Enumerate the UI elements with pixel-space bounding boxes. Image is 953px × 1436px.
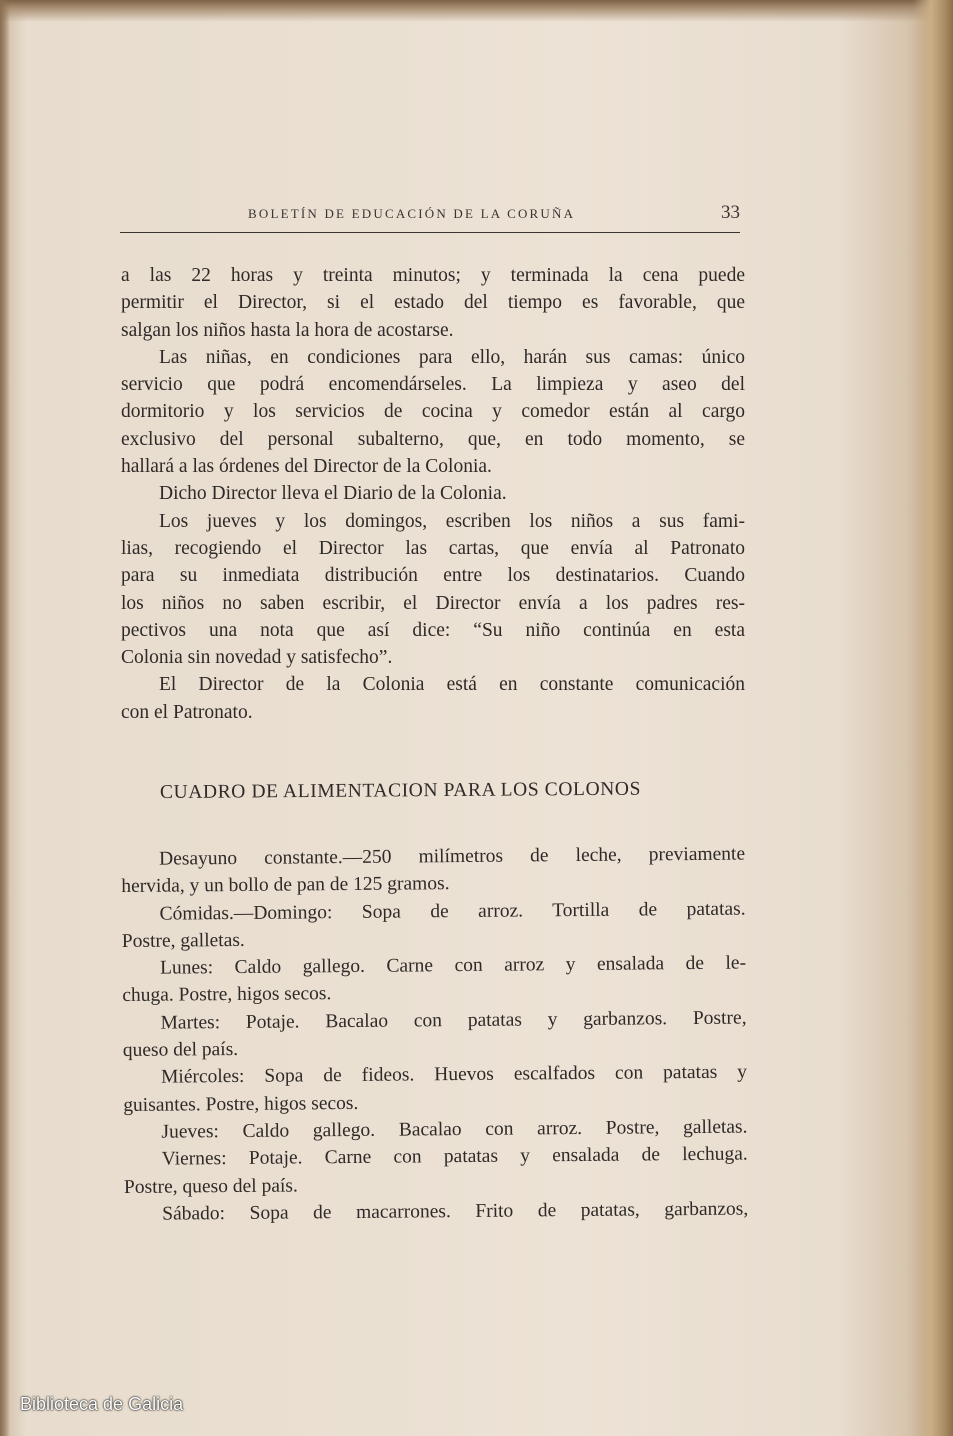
text-line: lias, recogiendo el Director las cartas, que envía al Patronato <box>121 537 745 559</box>
running-header <box>120 202 740 233</box>
running-header-title: BOLETÍN DE EDUCACIÓN DE LA CORUÑA <box>248 206 576 221</box>
page-number: 33 <box>721 202 740 223</box>
text-line: exclusivo del personal subalterno, que, en todo momento, se <box>121 428 745 450</box>
text-line: Postre, galletas. <box>121 929 245 952</box>
text-line: hallará a las órdenes del Director de la Colonia. <box>121 456 492 478</box>
text-line: pectivos una nota que así dice: “Su niño continúa en esta <box>121 619 745 641</box>
text-line: queso del país. <box>122 1039 239 1062</box>
text-line: Cómidas.—Domingo: Sopa de arroz. Tortilla de patatas. <box>159 898 746 925</box>
body-text-menu <box>121 841 748 1229</box>
text-line: servicio que podrá encomendárseles. La limpieza y aseo del <box>121 374 745 396</box>
text-line: los niños no saben escribir, el Director envía a los padres res- <box>121 592 745 614</box>
text-line: Sábado: Sopa de macarrones. Frito de patatas, garbanzos, <box>162 1198 749 1225</box>
text-line: Viernes: Potaje. Carne con patatas y ensalada de lechuga. <box>161 1143 748 1170</box>
text-line: chuga. Postre, higos secos. <box>122 983 332 1007</box>
page-left-edge <box>0 0 10 1436</box>
text-line: Colonia sin novedad y satisfecho”. <box>121 647 393 669</box>
body-text-top <box>121 262 745 726</box>
text-line: salgan los niños hasta la hora de acostarse. <box>121 319 454 341</box>
text-line: con el Patronato. <box>121 701 253 723</box>
text-line: Lunes: Caldo gallego. Carne con arroz y ensalada de le- <box>159 952 747 979</box>
library-watermark: Biblioteca de Galicia <box>20 1394 184 1414</box>
text-line: permitir el Director, si el estado del tiempo es favorable, que <box>121 292 745 314</box>
text-line: dormitorio y los servicios de cocina y comedor están al cargo <box>121 401 745 423</box>
page-top-shadow <box>0 0 953 22</box>
section-heading: CUADRO DE ALIMENTACION PARA LOS COLONOS <box>159 778 642 804</box>
page-right-edge <box>913 0 953 1436</box>
text-line: Dicho Director lleva el Diario de la Colonia. <box>159 483 507 505</box>
text-line: hervida, y un bollo de pan de 125 gramos. <box>121 873 450 898</box>
text-line: Las niñas, en condiciones para ello, harán sus camas: único <box>159 346 745 368</box>
text-line: Jueves: Caldo gallego. Bacalao con arroz. Postre, galletas. <box>161 1116 748 1143</box>
text-line: Los jueves y los domingos, escriben los niños a sus fami- <box>159 510 745 532</box>
text-line: Martes: Potaje. Bacalao con patatas y garbanzos. Postre, <box>160 1007 747 1034</box>
text-line: para su inmediata distribución entre los destinatarios. Cuando <box>121 565 745 587</box>
text-line: Postre, queso del país. <box>123 1175 298 1198</box>
text-line: El Director de la Colonia está en constante comunicación <box>159 674 745 696</box>
text-line: guisantes. Postre, higos secos. <box>123 1092 359 1116</box>
text-line: Miércoles: Sopa de fideos. Huevos escalfados con patatas y <box>160 1061 748 1089</box>
text-line: a las 22 horas y treinta minutos; y terminada la cena puede <box>121 265 745 286</box>
text-line: Desayuno constante.—250 milímetros de leche, previamente <box>159 843 746 870</box>
